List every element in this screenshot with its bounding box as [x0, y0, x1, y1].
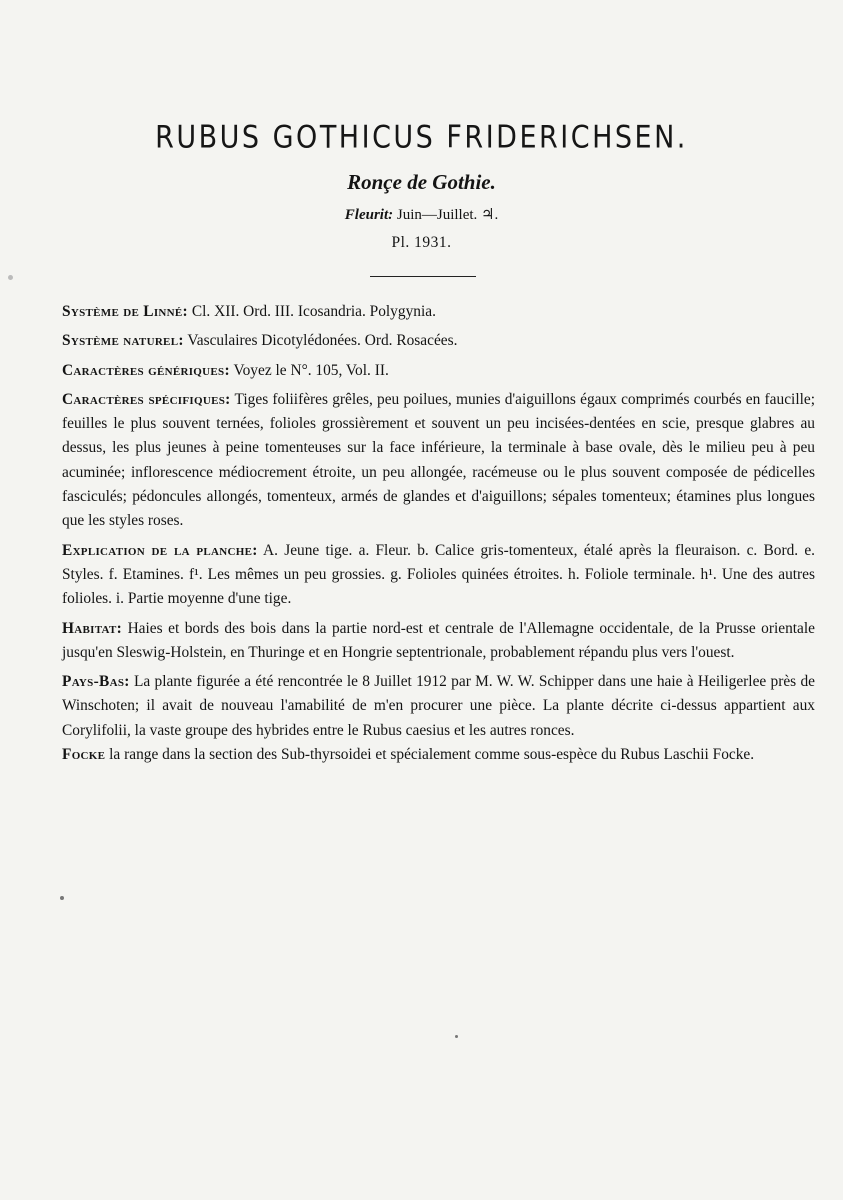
- section-label: Habitat:: [62, 619, 123, 637]
- paper-speck: [60, 896, 64, 900]
- section-caracteres-generiques: [62, 359, 815, 383]
- plate-number: Pl. 1931.: [391, 234, 452, 251]
- section-linne: [62, 300, 815, 324]
- section-label: Explication de la planche:: [62, 541, 258, 559]
- section-explication: [62, 539, 815, 612]
- section-text: La plante figurée a été rencontrée le 8 Juillet 1912 par M. W. W. Schipper dans une haie à Heiligerlee près de Winschoten; il avait de nouveau l'amabilité de m'en procurer une pièce. La plante décrite ci-dessus appartient aux Corylifolii, la vaste groupe des hybrides entre le Rubus caesius et les autres ronces.: [62, 673, 815, 739]
- section-habitat: [62, 617, 815, 666]
- section-label: Caractères génériques:: [62, 361, 230, 379]
- divider-rule: [370, 276, 476, 277]
- common-name: Ronçe de Gothie.: [347, 170, 496, 194]
- section-label: Système de Linné:: [62, 303, 188, 320]
- section-systeme-naturel: [62, 329, 815, 353]
- section-text: Voyez le N°. 105, Vol. II.: [233, 361, 389, 379]
- section-pays-bas: [62, 670, 815, 743]
- section-label: Pays-Bas:: [62, 673, 130, 691]
- section-text: Cl. XII. Ord. III. Icosandria. Polygynia.: [191, 303, 436, 320]
- section-text: Vasculaires Dicotylédonées. Ord. Rosacées.: [187, 332, 458, 350]
- paper-speck: [8, 275, 13, 280]
- paper-speck: [455, 1035, 458, 1038]
- flowering-value: Juin—Juillet. ♃.: [396, 207, 499, 223]
- species-title: RUBUS GOTHICUS FRIDERICHSEN.: [155, 120, 688, 156]
- description-body: [62, 300, 815, 772]
- section-caracteres-specifiques: [62, 388, 815, 534]
- section-label: Caractères spécifiques:: [62, 390, 231, 408]
- section-text: A. Jeune tige. a. Fleur. b. Calice gris-tomenteux, étalé après la fleuraison. c. Bord. e. Styles. f. Etamines. f¹. Les mêmes un peu grossies. g. Folioles quinées étroites. h. Foliole terminale. h¹. Une des autres folioles. i. Partie moyenne d'une tige.: [62, 541, 816, 608]
- section-label: Focke: [62, 746, 106, 764]
- section-text: Haies et bords des bois dans la partie nord-est et centrale de l'Allemagne occidentale, de la Prusse orientale jusqu'en Sleswig-Holstein, en Thuringe et en Hongrie septentrionale, probablement répandu plus vers l'ouest.: [62, 619, 815, 661]
- flowering-line: [0, 205, 843, 224]
- section-text: la range dans la section des Sub-thyrsoidei et spécialement comme sous-espèce du Rubus Laschii Focke.: [109, 746, 755, 764]
- section-text: Tiges foliifères grêles, peu poilues, munies d'aiguillons égaux comprimés courbés en faucille; feuilles le plus souvent ternées, folioles grossièrement et souvent un peu incisées-dentées en scie, presque glabres au dessus, les plus jeunes à peine tomenteuses sur la face inférieure, la terminale à base ovale, dès le milieu peu à peu acuminée; inflorescence médiocrement étroite, un peu allongée, racémeuse ou le plus souvent composée de pédicelles fasciculés; pédoncules allongés, tomenteux, armés de glandes et d'aiguillons; sépales tomenteux; étamines plus longues que les styles roses.: [62, 390, 815, 530]
- section-focke: [62, 743, 815, 767]
- flowering-label: Fleurit:: [344, 207, 394, 223]
- section-label: Système naturel:: [62, 332, 184, 350]
